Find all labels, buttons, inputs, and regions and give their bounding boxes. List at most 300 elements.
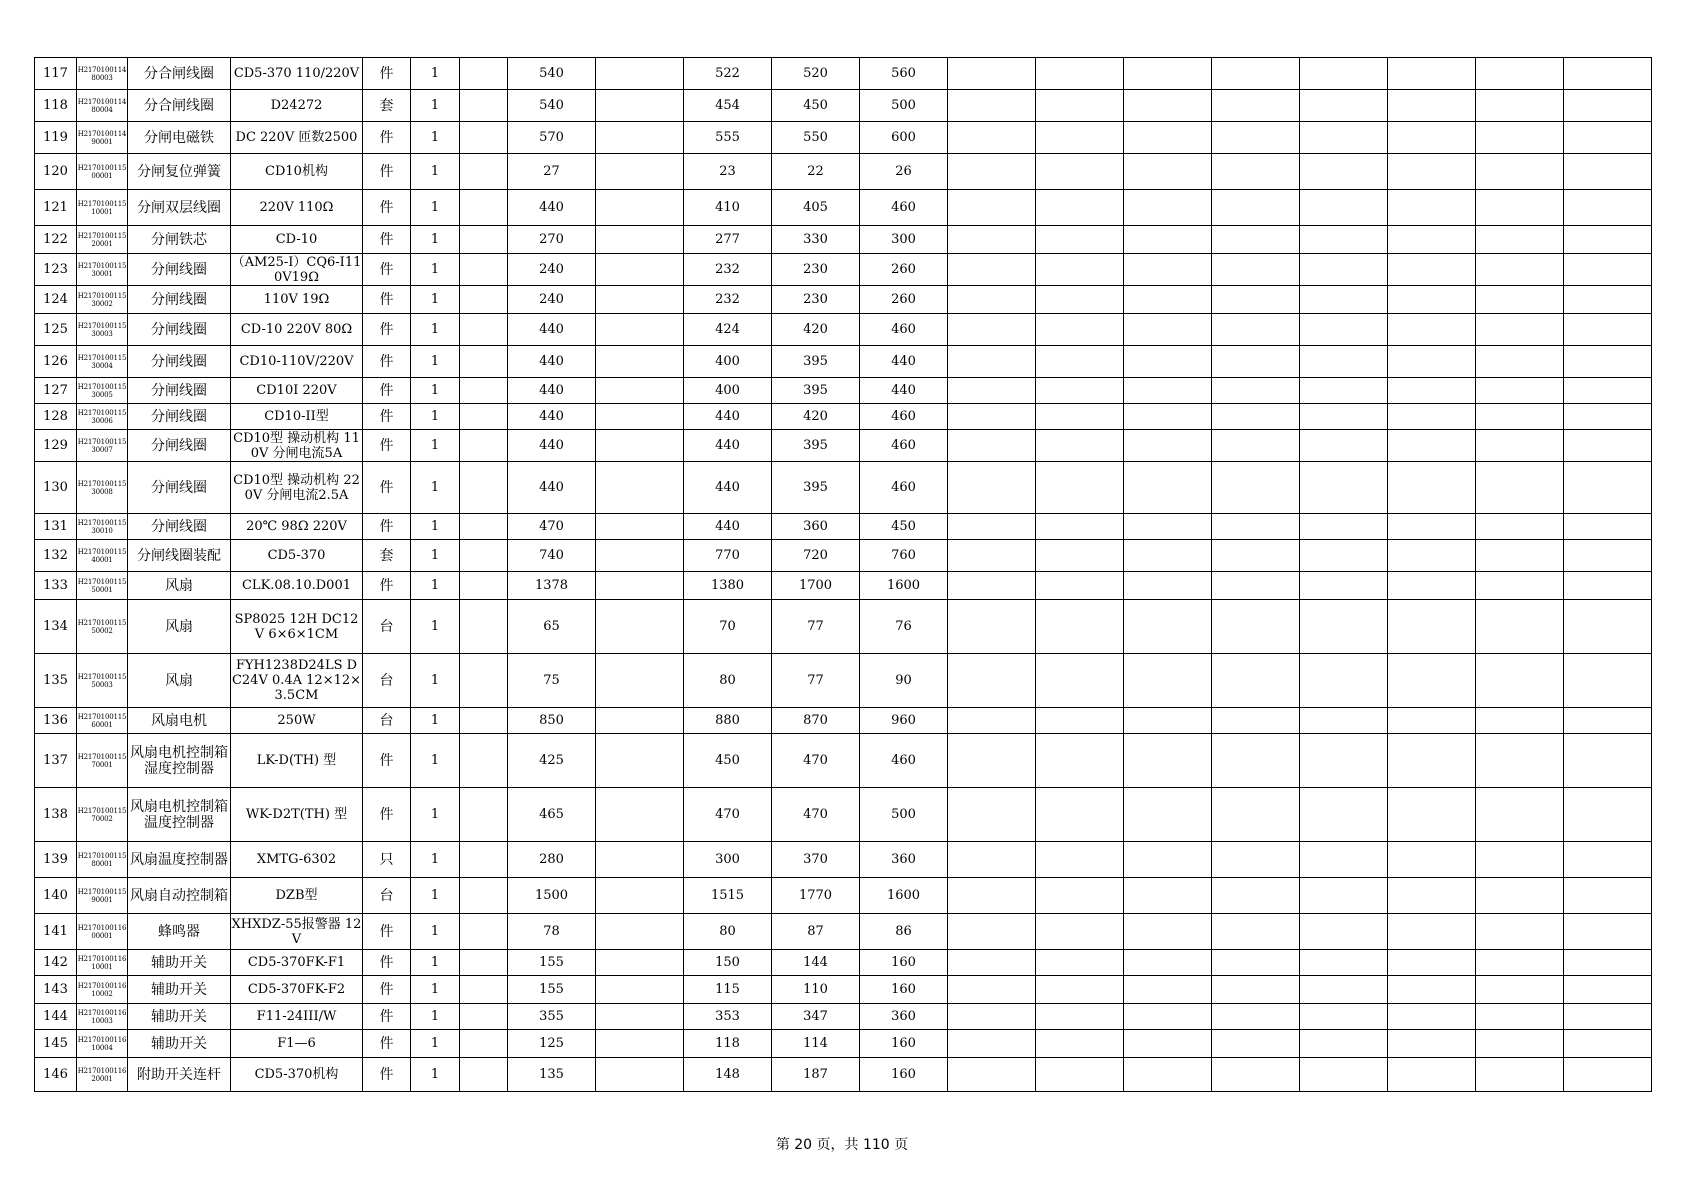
empty-cell [948,1058,1036,1092]
empty-cell [596,914,684,950]
empty-cell [1300,1030,1388,1058]
empty-cell [948,254,1036,286]
price-a: 440 [508,404,596,430]
table-row [35,788,1652,842]
item-spec: SP8025 12H DC12V 6×6×1CM [231,600,363,654]
empty-cell [948,788,1036,842]
row-number: 117 [35,58,77,90]
empty-cell [596,1004,684,1030]
price-c: 395 [772,430,860,462]
item-code: H217010011530002 [77,286,128,314]
table-row [35,254,1652,286]
empty-cell [1476,190,1564,226]
empty-cell [1388,842,1476,878]
empty-cell [948,1004,1036,1030]
item-qty: 1 [411,708,460,734]
price-d: 460 [860,404,948,430]
price-a: 440 [508,346,596,378]
item-spec: WK-D2T(TH) 型 [231,788,363,842]
item-spec: CD10-110V/220V [231,346,363,378]
price-d: 300 [860,226,948,254]
price-a: 850 [508,708,596,734]
empty-cell [1388,734,1476,788]
item-code: H217010011570001 [77,734,128,788]
empty-cell [1388,1004,1476,1030]
empty-cell [948,842,1036,878]
price-b: 148 [684,1058,772,1092]
price-c: 550 [772,122,860,154]
price-d: 460 [860,734,948,788]
empty-cell [1564,600,1652,654]
item-code: H217010011530010 [77,514,128,540]
empty-cell [1476,154,1564,190]
empty-cell [1212,286,1300,314]
item-code: H217010011530007 [77,430,128,462]
item-spec: CD10型 操动机构 220V 分闸电流2.5A [231,462,363,514]
row-number: 129 [35,430,77,462]
table-row [35,314,1652,346]
price-d: 760 [860,540,948,572]
empty-cell [1300,1004,1388,1030]
empty-cell [596,654,684,708]
empty-cell [1036,734,1124,788]
empty-cell [1564,286,1652,314]
item-spec: 110V 19Ω [231,286,363,314]
item-code: H217010011520001 [77,226,128,254]
row-number: 130 [35,462,77,514]
empty-cell [1036,314,1124,346]
empty-cell [1036,878,1124,914]
empty-cell [596,430,684,462]
empty-cell [596,226,684,254]
table-row [35,540,1652,572]
empty-cell [1212,462,1300,514]
item-qty: 1 [411,378,460,404]
empty-cell [460,226,508,254]
empty-cell [1212,254,1300,286]
item-spec: XMTG-6302 [231,842,363,878]
empty-cell [1476,708,1564,734]
item-spec: CD-10 220V 80Ω [231,314,363,346]
empty-cell [1476,914,1564,950]
empty-cell [596,950,684,976]
empty-cell [1476,514,1564,540]
price-b: 555 [684,122,772,154]
table-row [35,600,1652,654]
row-number: 141 [35,914,77,950]
item-qty: 1 [411,346,460,378]
item-unit: 套 [363,540,411,572]
price-d: 460 [860,430,948,462]
item-unit: 件 [363,286,411,314]
empty-cell [596,154,684,190]
item-code: H217010011610003 [77,1004,128,1030]
empty-cell [1124,788,1212,842]
empty-cell [1124,122,1212,154]
empty-cell [1476,58,1564,90]
empty-cell [1476,462,1564,514]
item-name: 风扇温度控制器 [128,842,231,878]
empty-cell [1124,654,1212,708]
empty-cell [1300,788,1388,842]
empty-cell [1564,58,1652,90]
empty-cell [1564,430,1652,462]
empty-cell [1388,154,1476,190]
empty-cell [1564,950,1652,976]
empty-cell [596,514,684,540]
empty-cell [1388,378,1476,404]
price-a: 465 [508,788,596,842]
empty-cell [1212,734,1300,788]
empty-cell [1212,600,1300,654]
item-qty: 1 [411,430,460,462]
row-number: 136 [35,708,77,734]
price-a: 1378 [508,572,596,600]
empty-cell [1476,976,1564,1004]
empty-cell [1476,878,1564,914]
item-qty: 1 [411,914,460,950]
empty-cell [460,1030,508,1058]
empty-cell [1388,600,1476,654]
item-name: 附助开关连杆 [128,1058,231,1092]
row-number: 125 [35,314,77,346]
empty-cell [460,842,508,878]
table-row [35,734,1652,788]
empty-cell [948,976,1036,1004]
table-row [35,122,1652,154]
table-row [35,404,1652,430]
item-spec: CD5-370 110/220V [231,58,363,90]
empty-cell [1388,254,1476,286]
empty-cell [460,1058,508,1092]
price-b: 118 [684,1030,772,1058]
empty-cell [596,190,684,226]
empty-cell [1212,190,1300,226]
price-b: 23 [684,154,772,190]
empty-cell [1036,378,1124,404]
empty-cell [1300,914,1388,950]
item-unit: 件 [363,378,411,404]
row-number: 139 [35,842,77,878]
item-name: 分闸线圈 [128,430,231,462]
empty-cell [596,878,684,914]
price-c: 1700 [772,572,860,600]
empty-cell [1212,154,1300,190]
empty-cell [1388,430,1476,462]
empty-cell [1564,654,1652,708]
empty-cell [948,462,1036,514]
empty-cell [1212,378,1300,404]
empty-cell [460,286,508,314]
empty-cell [1124,708,1212,734]
empty-cell [1036,154,1124,190]
empty-cell [460,914,508,950]
empty-cell [1300,430,1388,462]
empty-cell [1212,90,1300,122]
item-spec: CD10I 220V [231,378,363,404]
item-spec: DZB型 [231,878,363,914]
price-a: 470 [508,514,596,540]
empty-cell [460,1004,508,1030]
empty-cell [1036,572,1124,600]
price-c: 420 [772,314,860,346]
price-d: 500 [860,788,948,842]
item-name: 风扇自动控制箱 [128,878,231,914]
empty-cell [1564,708,1652,734]
empty-cell [596,462,684,514]
price-d: 160 [860,950,948,976]
empty-cell [1388,1058,1476,1092]
item-spec: CD-10 [231,226,363,254]
empty-cell [1300,226,1388,254]
empty-cell [1212,404,1300,430]
price-b: 450 [684,734,772,788]
empty-cell [1212,226,1300,254]
table-body [35,58,1652,1092]
empty-cell [1476,572,1564,600]
item-name: 风扇电机控制箱湿度控制器 [128,734,231,788]
empty-cell [1476,950,1564,976]
price-b: 1515 [684,878,772,914]
price-b: 1380 [684,572,772,600]
price-c: 77 [772,654,860,708]
item-spec: D24272 [231,90,363,122]
empty-cell [1036,346,1124,378]
item-code: H217010011480003 [77,58,128,90]
price-c: 360 [772,514,860,540]
price-c: 405 [772,190,860,226]
empty-cell [1036,286,1124,314]
empty-cell [1300,154,1388,190]
price-c: 520 [772,58,860,90]
empty-cell [948,286,1036,314]
empty-cell [1212,430,1300,462]
item-code: H217010011620001 [77,1058,128,1092]
row-number: 145 [35,1030,77,1058]
price-d: 26 [860,154,948,190]
item-name: 分闸线圈装配 [128,540,231,572]
empty-cell [948,878,1036,914]
item-name: 风扇 [128,654,231,708]
price-a: 440 [508,430,596,462]
empty-cell [948,122,1036,154]
empty-cell [460,540,508,572]
empty-cell [460,254,508,286]
empty-cell [1036,462,1124,514]
item-qty: 1 [411,654,460,708]
empty-cell [948,226,1036,254]
empty-cell [596,404,684,430]
row-number: 132 [35,540,77,572]
item-qty: 1 [411,190,460,226]
price-b: 400 [684,378,772,404]
item-unit: 只 [363,842,411,878]
empty-cell [1300,58,1388,90]
item-code: H217010011570002 [77,788,128,842]
price-d: 450 [860,514,948,540]
price-d: 460 [860,190,948,226]
empty-cell [460,314,508,346]
empty-cell [1564,572,1652,600]
empty-cell [1124,842,1212,878]
table-row [35,286,1652,314]
price-c: 420 [772,404,860,430]
empty-cell [1564,226,1652,254]
empty-cell [1300,572,1388,600]
item-unit: 台 [363,654,411,708]
empty-cell [1564,1030,1652,1058]
item-name: 分闸线圈 [128,378,231,404]
empty-cell [1124,462,1212,514]
price-a: 155 [508,976,596,1004]
row-number: 137 [35,734,77,788]
empty-cell [460,404,508,430]
empty-cell [948,154,1036,190]
item-name: 分闸铁芯 [128,226,231,254]
price-d: 460 [860,462,948,514]
empty-cell [1476,90,1564,122]
table-row [35,58,1652,90]
empty-cell [460,346,508,378]
price-d: 86 [860,914,948,950]
empty-cell [596,788,684,842]
item-spec: （AM25-I）CQ6-I110V19Ω [231,254,362,285]
empty-cell [1564,154,1652,190]
item-unit: 件 [363,1058,411,1092]
empty-cell [1476,540,1564,572]
empty-cell [1476,734,1564,788]
empty-cell [1564,788,1652,842]
item-qty: 1 [411,976,460,1004]
item-code: H217010011610004 [77,1030,128,1058]
row-number: 143 [35,976,77,1004]
empty-cell [1036,90,1124,122]
empty-cell [1564,976,1652,1004]
empty-cell [1212,540,1300,572]
empty-cell [1564,190,1652,226]
item-qty: 1 [411,462,460,514]
empty-cell [1036,540,1124,572]
item-code: H217010011490001 [77,122,128,154]
item-unit: 件 [363,430,411,462]
empty-cell [1212,58,1300,90]
price-a: 440 [508,378,596,404]
price-d: 260 [860,286,948,314]
empty-cell [1564,378,1652,404]
row-number: 135 [35,654,77,708]
empty-cell [1124,314,1212,346]
empty-cell [460,122,508,154]
empty-cell [460,708,508,734]
empty-cell [1124,540,1212,572]
price-b: 424 [684,314,772,346]
price-c: 720 [772,540,860,572]
price-b: 410 [684,190,772,226]
price-b: 770 [684,540,772,572]
price-c: 347 [772,1004,860,1030]
item-qty: 1 [411,58,460,90]
empty-cell [1300,976,1388,1004]
item-code: H217010011530003 [77,314,128,346]
item-spec: 250W [231,708,363,734]
price-d: 360 [860,842,948,878]
empty-cell [1036,514,1124,540]
empty-cell [1300,462,1388,514]
table-row [35,226,1652,254]
empty-cell [460,950,508,976]
item-qty: 1 [411,314,460,346]
price-c: 450 [772,90,860,122]
empty-cell [948,1030,1036,1058]
empty-cell [1476,842,1564,878]
price-a: 27 [508,154,596,190]
empty-cell [1124,254,1212,286]
empty-cell [948,404,1036,430]
table-row [35,842,1652,878]
empty-cell [1036,430,1124,462]
item-code: H217010011500001 [77,154,128,190]
row-number: 119 [35,122,77,154]
price-d: 440 [860,346,948,378]
price-a: 240 [508,254,596,286]
empty-cell [1212,788,1300,842]
table-row [35,878,1652,914]
item-name: 分闸线圈 [128,462,231,514]
price-a: 540 [508,90,596,122]
empty-cell [596,58,684,90]
item-code: H217010011530006 [77,404,128,430]
empty-cell [948,540,1036,572]
price-b: 440 [684,514,772,540]
price-d: 160 [860,1058,948,1092]
item-name: 分闸线圈 [128,286,231,314]
item-name: 分闸线圈 [128,404,231,430]
empty-cell [1564,404,1652,430]
price-c: 330 [772,226,860,254]
empty-cell [1300,708,1388,734]
item-code: H217010011610002 [77,976,128,1004]
empty-cell [1036,1004,1124,1030]
empty-cell [1124,90,1212,122]
empty-cell [1124,430,1212,462]
item-unit: 件 [363,788,411,842]
empty-cell [1300,378,1388,404]
item-spec: CD10机构 [231,154,363,190]
empty-cell [1036,226,1124,254]
price-b: 522 [684,58,772,90]
empty-cell [1124,154,1212,190]
price-b: 440 [684,430,772,462]
empty-cell [1124,1058,1212,1092]
item-unit: 套 [363,90,411,122]
price-a: 740 [508,540,596,572]
item-name: 辅助开关 [128,950,231,976]
empty-cell [1388,190,1476,226]
empty-cell [1124,346,1212,378]
empty-cell [1212,950,1300,976]
empty-cell [1300,600,1388,654]
item-qty: 1 [411,286,460,314]
item-spec: CD5-370 [231,540,363,572]
empty-cell [1300,254,1388,286]
price-d: 160 [860,976,948,1004]
price-c: 144 [772,950,860,976]
item-qty: 1 [411,950,460,976]
item-name: 分合闸线圈 [128,90,231,122]
empty-cell [596,1058,684,1092]
item-name: 分闸线圈 [128,514,231,540]
empty-cell [1476,346,1564,378]
